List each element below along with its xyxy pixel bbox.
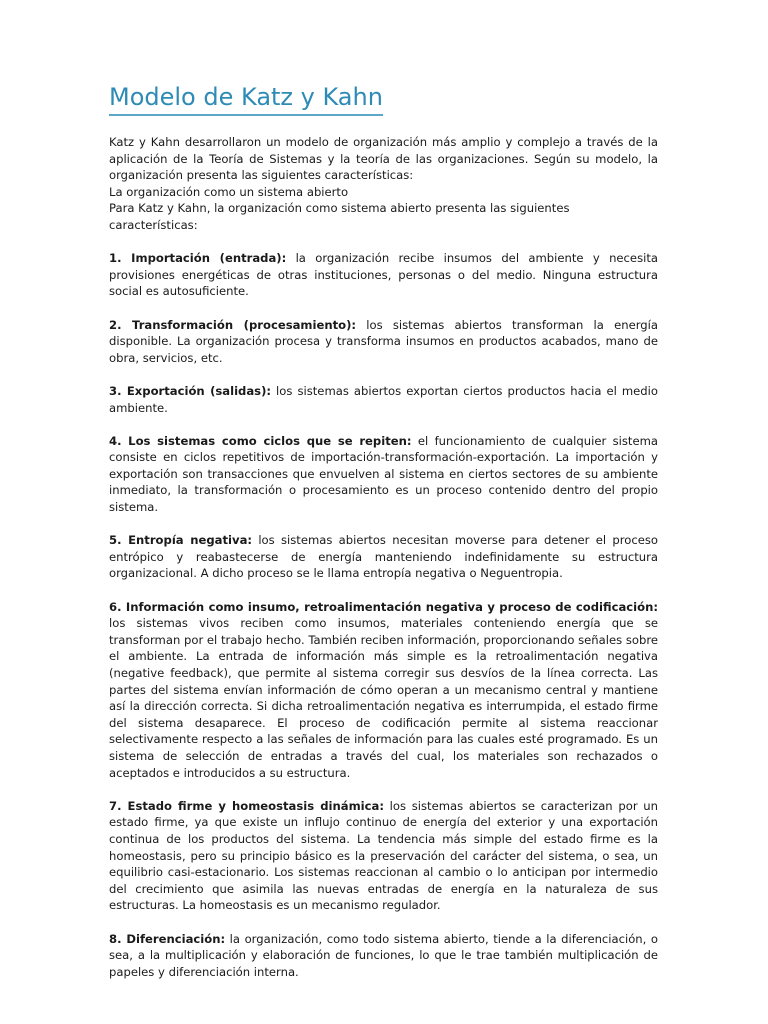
item-lead: 6. Información como insumo, retroalimentación negativa y proceso de codificación: (109, 599, 658, 614)
list-item (109, 250, 658, 300)
item-text: los sistemas abiertos exportan ciertos productos hacia el medio ambiente. (109, 383, 658, 415)
item-lead: 8. Diferenciación: (109, 931, 226, 946)
item-text: los sistemas abiertos necesitan moverse para detener el proceso entrópico y reabastecerse de energía manteniendo indefinidamente su estructura organizacional. A dicho proceso se le llama entropía negativa o Neguentropia. (109, 533, 658, 581)
item-text: la organización recibe insumos del ambiente y necesita provisiones energéticas de otras instituciones, personas o del medio. Ninguna estructura social es autosuficiente. (109, 251, 658, 299)
item-lead: 3. Exportación (salidas): (109, 383, 272, 398)
list-item (109, 383, 658, 416)
list-item (109, 433, 658, 516)
item-text: la organización, como todo sistema abierto, tiende a la diferenciación, o sea, a la multiplicación y elaboración de funciones, lo que le trae también multiplicación de papeles y diferenciación interna. (109, 931, 659, 979)
item-text: los sistemas abiertos transforman la energía disponible. La organización procesa y transforma insumos en productos acabados, mano de obra, servicios, etc. (109, 317, 658, 365)
list-item (109, 317, 658, 367)
intro-lead-in: Para Katz y Kahn, la organización como sistema abierto presenta las siguientes características: (109, 201, 570, 232)
document-page (109, 80, 658, 980)
item-lead: 7. Estado firme y homeostasis dinámica: (109, 798, 384, 813)
item-text: los sistemas vivos reciben como insumos, materiales conteniendo energía que se transforman por el trabajo hecho. También reciben información, proporcionando señales sobre el ambiente. La entrada de información más simple es la retroalimentación negativa (negative feedback), que permite al sistema corregir sus desvíos de la línea correcta. Las partes del sistema envían información de cómo operan a un mecanismo central y mantiene así la dirección correcta. Si dicha retroalimentación negativa es interrumpida, el estado firme del sistema desaparece. El proceso de codificación permite al sistema reaccionar selectivamente respecto a las señales de información para las cuales esté programado. Es un sistema de selección de entradas a través del cual, los materiales son rechazados o aceptados e introducidos a su estructura. (109, 616, 658, 780)
item-lead: 2. Transformación (procesamiento): (109, 317, 357, 332)
document-title: Modelo de Katz y Kahn (109, 80, 383, 116)
item-lead: 4. Los sistemas como ciclos que se repiten: (109, 433, 412, 448)
intro-subheading: La organización como un sistema abierto (109, 184, 349, 199)
list-item (109, 599, 658, 782)
list-item (109, 532, 658, 582)
item-lead: 5. Entropía negativa: (109, 533, 253, 548)
item-text: los sistemas abiertos se caracterizan por un estado firme, ya que existe un influjo continuo de energía del exterior y una exportación continua de los productos del sistema. La tendencia más simple del estado firme es la homeostasis, pero su principio básico es la preservación del carácter del sistema, o sea, un equilibrio casi-estacionario. Los sistemas reaccionan al cambio o lo anticipan por intermedio del crecimiento que asimila las nuevas entradas de energía en la naturaleza de sus estructuras. La homeostasis es un mecanismo regulador. (109, 798, 658, 913)
item-text: el funcionamiento de cualquier sistema consiste en ciclos repetitivos de importación-transformación-exportación. La importación y exportación son transacciones que envuelven al sistema en ciertos sectores de su ambiente inmediato, la transformación o procesamiento es un proceso contenido dentro del propio sistema. (109, 433, 658, 515)
list-item (109, 931, 658, 981)
list-item (109, 798, 658, 914)
item-lead: 1. Importación (entrada): (109, 251, 287, 266)
intro-paragraph: Katz y Kahn desarrollaron un modelo de organización más amplio y complejo a través de la aplicación de la Teoría de Sistemas y la teoría de las organizaciones. Según su modelo, la organización presenta las siguientes características: (109, 135, 658, 183)
